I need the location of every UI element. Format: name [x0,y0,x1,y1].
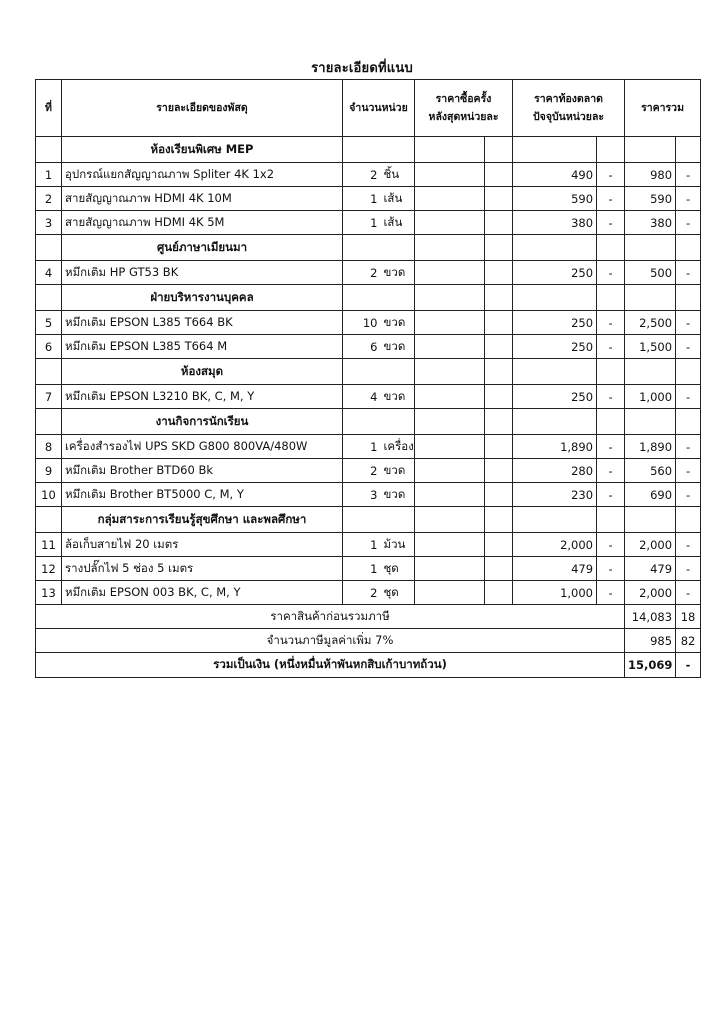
item-unit: ขวด [381,261,415,285]
grand-total-satang: - [676,653,701,678]
item-description: สายสัญญาณภาพ HDMI 4K 10M [62,187,343,211]
item-quantity: 2 [343,261,381,285]
header-no: ที่ [36,80,62,137]
item-description: รางปลั๊กไฟ 5 ช่อง 5 เมตร [62,557,343,581]
item-total: 380 [625,211,676,235]
item-total: 2,000 [625,581,676,605]
group-total-satang-cell [676,137,701,163]
item-last-price [415,335,485,359]
item-description: อุปกรณ์แยกสัญญาณภาพ Spliter 4K 1x2 [62,163,343,187]
group-last-price-cell [415,285,485,311]
item-unit: ขวด [381,311,415,335]
group-total-cell [625,359,676,385]
item-total: 500 [625,261,676,285]
group-total-satang-cell [676,359,701,385]
item-market-price: 490 [513,163,597,187]
group-row [36,409,701,435]
item-last-price-satang [485,187,513,211]
item-total-satang: - [676,163,701,187]
item-market-price-satang: - [597,483,625,507]
group-market-price-satang-cell [597,409,625,435]
item-no: 9 [36,459,62,483]
group-market-price-cell [513,137,597,163]
item-no: 11 [36,533,62,557]
group-qty-cell [343,137,415,163]
item-last-price-satang [485,211,513,235]
item-last-price [415,557,485,581]
group-no-cell [36,235,62,261]
header-last-price-line1: ราคาซื้อครั้ง [435,93,492,105]
group-last-price-satang-cell [485,507,513,533]
item-no: 12 [36,557,62,581]
item-description: หมึกเติม EPSON L385 T664 BK [62,311,343,335]
vat-baht: 985 [625,629,676,653]
item-market-price-satang: - [597,557,625,581]
item-unit: ชุด [381,557,415,581]
item-quantity: 6 [343,335,381,359]
group-total-satang-cell [676,285,701,311]
group-row [36,507,701,533]
group-name: งานกิจการนักเรียน [62,409,343,435]
item-no: 10 [36,483,62,507]
item-unit: ขวด [381,459,415,483]
subtotal-label: ราคาสินค้าก่อนรวมภาษี [36,605,625,629]
item-quantity: 2 [343,581,381,605]
group-market-price-cell [513,235,597,261]
item-quantity: 1 [343,187,381,211]
group-no-cell [36,285,62,311]
table-row [36,459,701,483]
item-market-price: 380 [513,211,597,235]
item-description: หมึกเติม EPSON L3210 BK, C, M, Y [62,385,343,409]
item-total-satang: - [676,385,701,409]
group-row [36,235,701,261]
item-description: หมึกเติม HP GT53 BK [62,261,343,285]
item-description: หมึกเติม EPSON 003 BK, C, M, Y [62,581,343,605]
group-no-cell [36,409,62,435]
item-last-price [415,163,485,187]
group-total-cell [625,137,676,163]
item-last-price-satang [485,533,513,557]
table-row [36,311,701,335]
group-no-cell [36,359,62,385]
item-market-price: 280 [513,459,597,483]
group-total-cell [625,507,676,533]
group-market-price-satang-cell [597,359,625,385]
group-name: ห้องสมุด [62,359,343,385]
item-no: 13 [36,581,62,605]
vat-row [36,629,701,653]
item-quantity: 1 [343,533,381,557]
item-last-price-satang [485,581,513,605]
table-row [36,163,701,187]
group-market-price-satang-cell [597,285,625,311]
table-row [36,435,701,459]
item-last-price-satang [485,311,513,335]
table-row [36,187,701,211]
item-total-satang: - [676,211,701,235]
item-description: หมึกเติม Brother BTD60 Bk [62,459,343,483]
item-total-satang: - [676,435,701,459]
group-total-cell [625,409,676,435]
item-last-price [415,459,485,483]
item-market-price-satang: - [597,187,625,211]
item-no: 6 [36,335,62,359]
vat-satang: 82 [676,629,701,653]
group-last-price-satang-cell [485,137,513,163]
header-quantity: จำนวนหน่วย [343,80,415,137]
item-total: 2,500 [625,311,676,335]
item-last-price-satang [485,163,513,187]
header-description: รายละเอียดของพัสดุ [62,80,343,137]
group-total-cell [625,285,676,311]
header-row [36,80,701,137]
item-market-price: 250 [513,261,597,285]
table-row [36,385,701,409]
group-total-satang-cell [676,409,701,435]
item-quantity: 2 [343,459,381,483]
item-market-price: 479 [513,557,597,581]
item-last-price-satang [485,261,513,285]
group-name: ศูนย์ภาษาเมียนมา [62,235,343,261]
group-market-price-cell [513,359,597,385]
item-total: 1,000 [625,385,676,409]
group-market-price-satang-cell [597,137,625,163]
summary-body [36,605,701,678]
item-market-price: 250 [513,311,597,335]
item-total: 1,890 [625,435,676,459]
item-total: 590 [625,187,676,211]
item-total-satang: - [676,581,701,605]
header-market-price-line1: ราคาท้องตลาด [534,93,603,105]
item-unit: เส้น [381,187,415,211]
item-last-price [415,311,485,335]
group-row [36,359,701,385]
table-row [36,557,701,581]
item-no: 2 [36,187,62,211]
table-row [36,533,701,557]
subtotal-row [36,605,701,629]
item-no: 3 [36,211,62,235]
group-last-price-cell [415,359,485,385]
group-qty-cell [343,235,415,261]
group-qty-cell [343,285,415,311]
item-market-price-satang: - [597,261,625,285]
item-description: หมึกเติม Brother BT5000 C, M, Y [62,483,343,507]
item-market-price: 590 [513,187,597,211]
item-market-price: 1,890 [513,435,597,459]
group-last-price-satang-cell [485,285,513,311]
items-body [36,137,701,605]
header-market-price-line2: ปัจจุบันหน่วยละ [533,111,605,123]
item-quantity: 1 [343,211,381,235]
item-last-price [415,187,485,211]
group-qty-cell [343,507,415,533]
vat-label: จำนวนภาษีมูลค่าเพิ่ม 7% [36,629,625,653]
group-total-satang-cell [676,507,701,533]
group-last-price-cell [415,409,485,435]
item-quantity: 2 [343,163,381,187]
item-market-price-satang: - [597,459,625,483]
group-last-price-cell [415,507,485,533]
grand-total-baht: 15,069 [625,653,676,678]
item-description: ล้อเก็บสายไฟ 20 เมตร [62,533,343,557]
item-quantity: 4 [343,385,381,409]
item-market-price-satang: - [597,163,625,187]
item-unit: ขวด [381,385,415,409]
item-last-price [415,261,485,285]
header-market-price [513,80,625,137]
table-row [36,483,701,507]
grand-total-label: รวมเป็นเงิน (หนึ่งหมื่นห้าพันหกสิบเก้าบาทถ้วน) [36,653,625,678]
item-quantity: 3 [343,483,381,507]
item-unit: ชุด [381,581,415,605]
group-name: ฝ่ายบริหารงานบุคคล [62,285,343,311]
item-last-price-satang [485,435,513,459]
item-market-price-satang: - [597,435,625,459]
group-no-cell [36,507,62,533]
group-qty-cell [343,359,415,385]
item-market-price-satang: - [597,335,625,359]
item-market-price: 2,000 [513,533,597,557]
subtotal-satang: 18 [676,605,701,629]
group-market-price-satang-cell [597,507,625,533]
item-market-price: 250 [513,385,597,409]
item-total: 560 [625,459,676,483]
item-last-price-satang [485,335,513,359]
item-last-price [415,385,485,409]
item-quantity: 1 [343,435,381,459]
item-unit: ขวด [381,335,415,359]
group-last-price-satang-cell [485,359,513,385]
item-quantity: 10 [343,311,381,335]
item-total: 980 [625,163,676,187]
item-market-price-satang: - [597,311,625,335]
item-last-price-satang [485,557,513,581]
table-row [36,335,701,359]
item-total-satang: - [676,557,701,581]
item-market-price-satang: - [597,385,625,409]
item-description: หมึกเติม EPSON L385 T664 M [62,335,343,359]
item-no: 4 [36,261,62,285]
item-no: 5 [36,311,62,335]
group-no-cell [36,137,62,163]
item-unit: ขวด [381,483,415,507]
item-market-price-satang: - [597,211,625,235]
item-last-price-satang [485,459,513,483]
item-total: 479 [625,557,676,581]
item-total-satang: - [676,459,701,483]
item-market-price: 230 [513,483,597,507]
group-row [36,137,701,163]
item-total-satang: - [676,483,701,507]
group-last-price-satang-cell [485,409,513,435]
table-row [36,261,701,285]
item-quantity: 1 [343,557,381,581]
item-no: 1 [36,163,62,187]
items-table [35,79,701,678]
item-last-price [415,533,485,557]
item-no: 7 [36,385,62,409]
item-last-price-satang [485,483,513,507]
item-last-price [415,435,485,459]
item-market-price: 250 [513,335,597,359]
table-row [36,211,701,235]
item-unit: เครื่อง [381,435,415,459]
item-total-satang: - [676,311,701,335]
item-total-satang: - [676,533,701,557]
item-last-price-satang [485,385,513,409]
table-row [36,581,701,605]
grand-total-row [36,653,701,678]
item-total: 2,000 [625,533,676,557]
item-total: 1,500 [625,335,676,359]
item-total-satang: - [676,187,701,211]
header-last-price [415,80,513,137]
group-total-cell [625,235,676,261]
group-market-price-satang-cell [597,235,625,261]
item-last-price [415,211,485,235]
item-description: สายสัญญาณภาพ HDMI 4K 5M [62,211,343,235]
item-market-price-satang: - [597,581,625,605]
group-market-price-cell [513,507,597,533]
subtotal-baht: 14,083 [625,605,676,629]
header-total: ราคารวม [625,80,701,137]
header-last-price-line2: หลังสุดหน่วยละ [428,111,499,123]
group-market-price-cell [513,285,597,311]
item-total: 690 [625,483,676,507]
group-row [36,285,701,311]
item-market-price: 1,000 [513,581,597,605]
item-total-satang: - [676,335,701,359]
item-total-satang: - [676,261,701,285]
item-unit: ชิ้น [381,163,415,187]
item-no: 8 [36,435,62,459]
item-description: เครื่องสำรองไฟ UPS SKD G800 800VA/480W [62,435,343,459]
page-title: รายละเอียดที่แนบ [311,61,413,76]
group-market-price-cell [513,409,597,435]
item-last-price [415,483,485,507]
item-last-price [415,581,485,605]
item-market-price-satang: - [597,533,625,557]
group-last-price-cell [415,235,485,261]
group-qty-cell [343,409,415,435]
group-name: ห้องเรียนพิเศษ MEP [62,137,343,163]
group-name: กลุ่มสาระการเรียนรู้สุขศึกษา และพลศึกษา [62,507,343,533]
item-unit: เส้น [381,211,415,235]
group-total-satang-cell [676,235,701,261]
group-last-price-satang-cell [485,235,513,261]
group-last-price-cell [415,137,485,163]
item-unit: ม้วน [381,533,415,557]
